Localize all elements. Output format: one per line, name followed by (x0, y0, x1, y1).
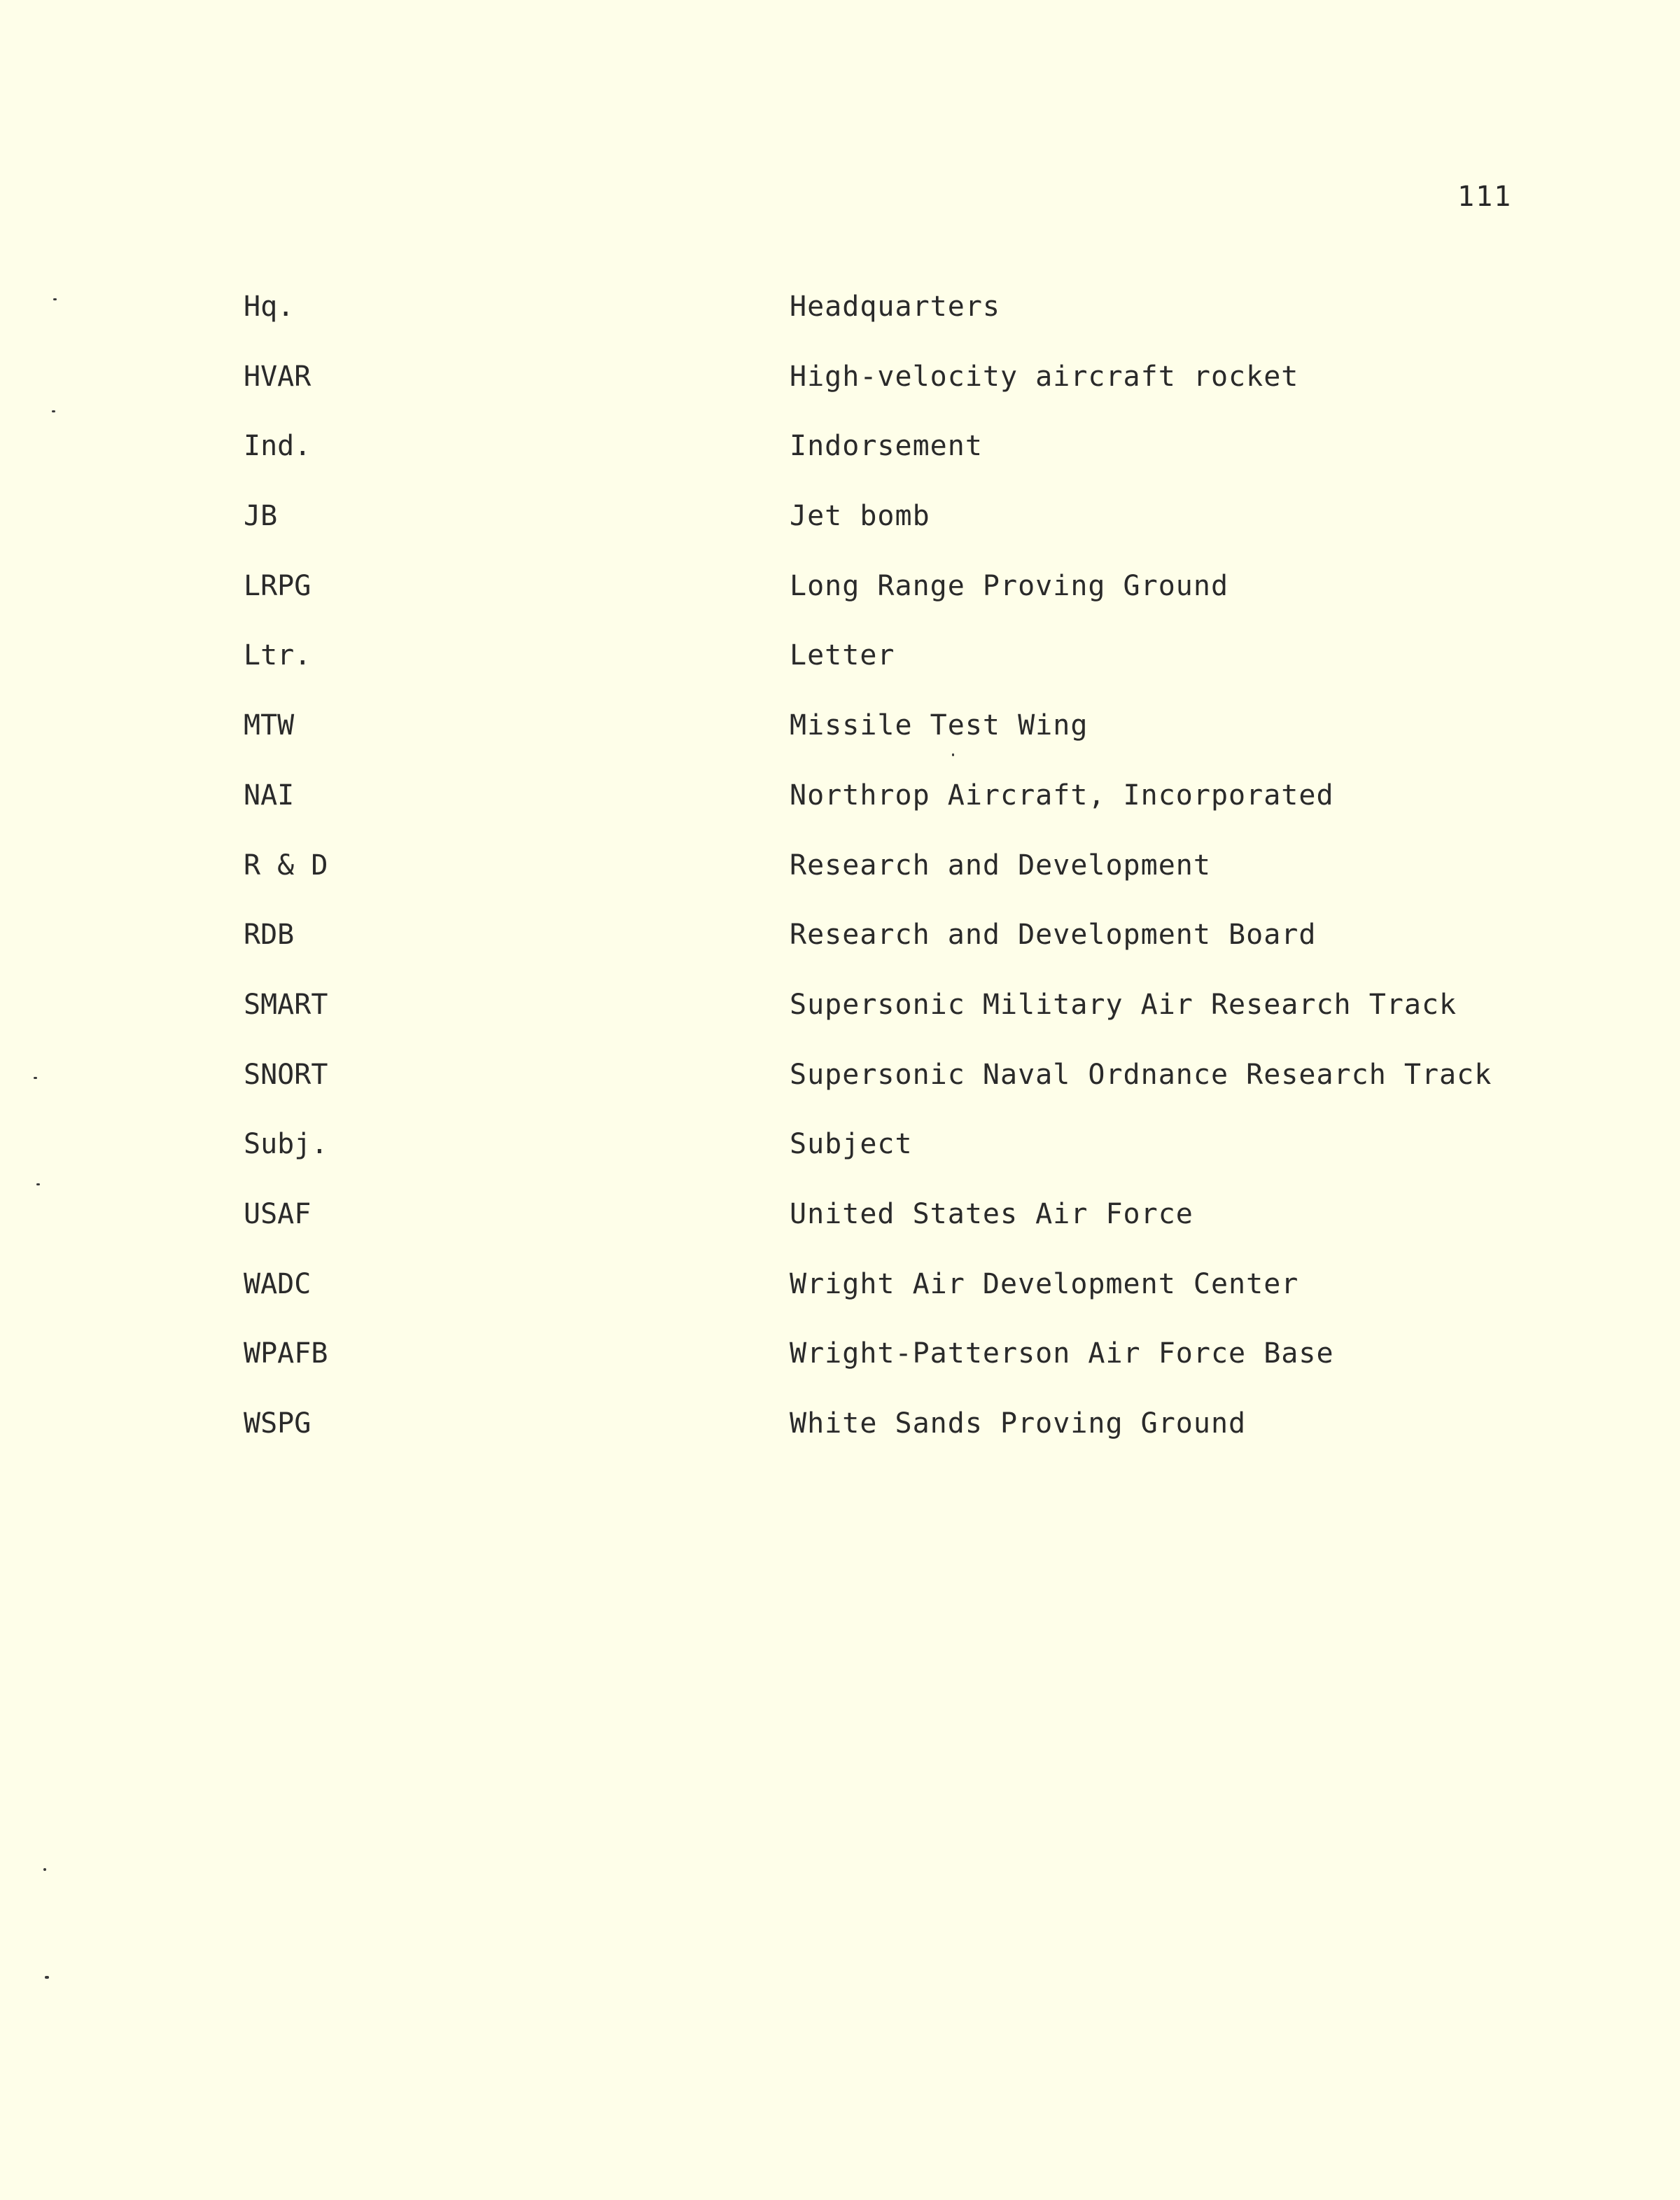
abbreviation-term: SNORT (244, 1058, 328, 1091)
abbreviation-definition: Subject (790, 1128, 913, 1161)
abbreviation-definition: Long Range Proving Ground (790, 569, 1229, 602)
list-item (244, 914, 1574, 984)
list-item (244, 495, 1574, 565)
abbreviation-list (244, 286, 1574, 1473)
abbreviation-definition: Supersonic Military Air Research Track (790, 988, 1457, 1021)
scan-speck (53, 298, 57, 300)
abbreviation-term: LRPG (244, 569, 312, 602)
list-item (244, 286, 1574, 356)
abbreviation-term: Ind. (244, 430, 312, 463)
list-item (244, 1054, 1574, 1124)
list-item (244, 1332, 1574, 1402)
list-item (244, 844, 1574, 914)
abbreviation-definition: Research and Development (790, 849, 1211, 882)
list-item (244, 1263, 1574, 1333)
abbreviation-definition: Supersonic Naval Ordnance Research Track (790, 1058, 1492, 1091)
abbreviation-term: WADC (244, 1267, 312, 1300)
list-item (244, 634, 1574, 704)
list-item (244, 356, 1574, 426)
list-item (244, 425, 1574, 495)
abbreviation-term: HVAR (244, 360, 312, 393)
abbreviation-definition: Northrop Aircraft, Incorporated (790, 779, 1334, 812)
abbreviation-term: RDB (244, 919, 295, 952)
abbreviation-term: USAF (244, 1197, 312, 1230)
abbreviation-definition: Headquarters (790, 291, 1000, 323)
abbreviation-definition: White Sands Proving Ground (790, 1407, 1247, 1440)
list-item (244, 1193, 1574, 1263)
list-item (244, 1402, 1574, 1473)
abbreviation-term: Ltr. (244, 639, 312, 672)
abbreviation-definition: Missile Test Wing (790, 709, 1088, 742)
abbreviation-definition: High-velocity aircraft rocket (790, 360, 1299, 393)
scan-speck (52, 410, 55, 412)
scan-speck (952, 753, 954, 756)
abbreviation-definition: Wright Air Development Center (790, 1267, 1299, 1300)
abbreviation-definition: Research and Development Board (790, 919, 1317, 952)
list-item (244, 565, 1574, 635)
scan-speck (36, 1183, 40, 1185)
page-number: 111 (1457, 181, 1513, 213)
scan-speck (45, 1976, 49, 1979)
abbreviation-term: MTW (244, 709, 295, 742)
abbreviation-term: WPAFB (244, 1337, 328, 1370)
abbreviation-term: Subj. (244, 1128, 328, 1161)
abbreviation-term: WSPG (244, 1407, 312, 1440)
abbreviation-definition: Indorsement (790, 430, 983, 463)
abbreviation-term: R & D (244, 849, 328, 882)
abbreviation-definition: United States Air Force (790, 1197, 1194, 1230)
scan-speck (34, 1077, 37, 1079)
list-item (244, 704, 1574, 774)
abbreviation-definition: Jet bomb (790, 500, 930, 533)
abbreviation-definition: Wright-Patterson Air Force Base (790, 1337, 1334, 1370)
list-item (244, 984, 1574, 1054)
abbreviation-definition: Letter (790, 639, 895, 672)
abbreviation-term: Hq. (244, 291, 295, 323)
abbreviation-term: NAI (244, 779, 295, 812)
scan-speck (43, 1868, 46, 1871)
abbreviation-term: SMART (244, 988, 328, 1021)
abbreviation-term: JB (244, 500, 278, 533)
list-item (244, 774, 1574, 844)
list-item (244, 1123, 1574, 1193)
